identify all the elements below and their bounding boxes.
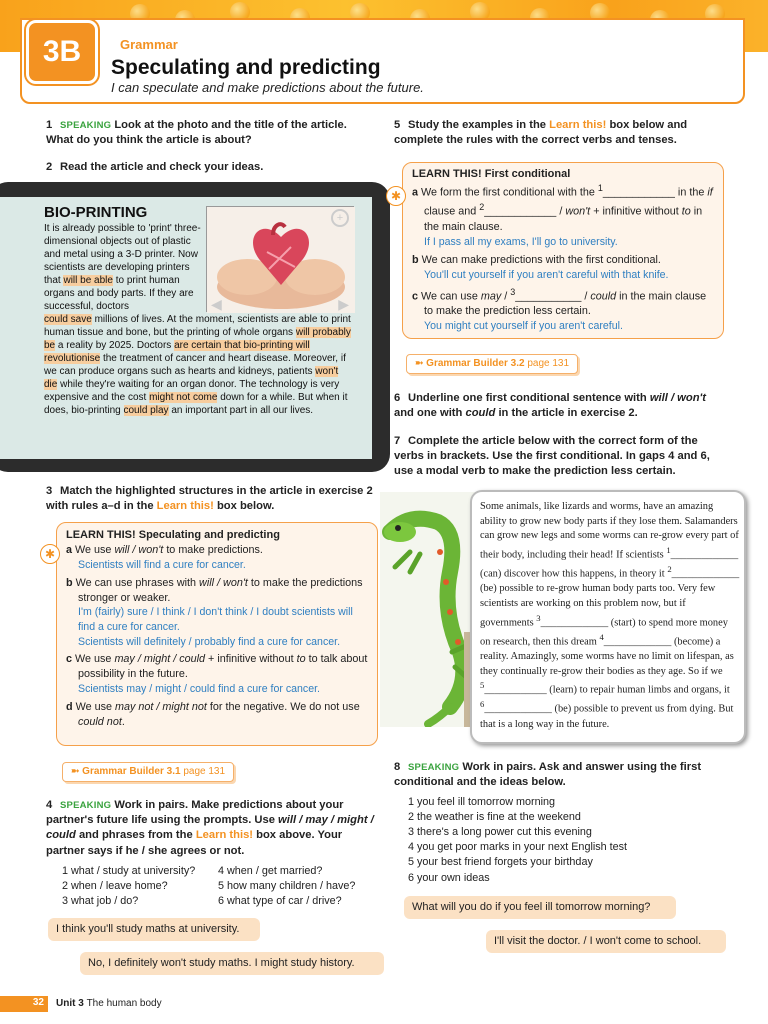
article-title: BIO-PRINTING xyxy=(44,204,148,221)
gecko-image xyxy=(380,492,480,727)
list-item: 4 when / get married? xyxy=(218,865,323,877)
page-number: 32 xyxy=(0,996,48,1012)
unit-badge: 3B xyxy=(26,20,98,84)
list-item: 5 how many children / have? xyxy=(218,880,356,893)
exercise-4-prompts xyxy=(62,864,382,909)
section-label: Grammar xyxy=(120,37,178,52)
list-item: 1 you feel ill tomorrow morning xyxy=(408,796,556,808)
list-item: 2 when / leave home? xyxy=(62,880,168,893)
list-item: 3 what job / do? xyxy=(62,895,139,908)
learn-this-content-1: LEARN THIS! Speculating and predicting a We use will / won't to make predictions. Scientists will find a cure for cancer. b We can use phrases with will / won't to make the predictions stronger or weaker. I'm (fairly) sure / I think / I don't think / I doubt scientists will find a cure for cancer. Scientists will definitely / probably find a cure for cancer. c We use may / might / could + infinitive without to to talk about possibility in the future. Scientists may / might / could find a cure for cancer. d We use may not / might not for the negative. We do not use could not. xyxy=(66,529,368,728)
arrow-left-icon[interactable]: ◀ xyxy=(211,296,222,312)
gap-3[interactable]: _____________ xyxy=(540,617,609,629)
gap-5[interactable]: ____________ xyxy=(484,684,547,696)
highlight: could play xyxy=(123,405,169,416)
highlight: could save xyxy=(44,314,92,325)
page-subtitle: I can speculate and make predictions about the future. xyxy=(111,80,424,95)
exercise-2: 2 Read the article and check your ideas. xyxy=(46,161,264,173)
speech-bubble: I'll visit the doctor. / I won't come to school. xyxy=(486,930,726,953)
gap-2[interactable]: _____________ xyxy=(671,568,740,580)
list-item: 6 what type of car / drive? xyxy=(218,895,342,908)
gap-6[interactable]: _____________ xyxy=(484,703,552,715)
grammar-builder-link-3-2[interactable]: ➼ Grammar Builder 3.2 page 131 xyxy=(406,354,578,374)
list-item: 3 there's a long power cut this evening xyxy=(408,826,592,839)
zoom-icon[interactable]: + xyxy=(331,209,349,227)
exercise-7: 7 Complete the article below with the correct form of the verbs in brackets. Use the first conditional. In gaps 4 and 6, use a modal verb to make the prediction less certain. xyxy=(394,435,710,478)
exercise-1: 1 SPEAKING Look at the photo and the title of the article. What do you think the article is about? xyxy=(46,119,347,147)
gap-1[interactable]: _____________ xyxy=(670,549,739,561)
exercise-4: 4 SPEAKING Work in pairs. Make predictions about your partner's future life using the prompts. Use will / may / might / could and phrases from the Learn this! box above. Your partner says if he / she agrees or not. xyxy=(46,799,374,857)
highlight: will be able xyxy=(63,275,113,286)
exercise-5: 5 Study the examples in the Learn this! box below and complete the rules with the correct verbs and tenses. xyxy=(394,119,688,147)
exercise-8-items xyxy=(408,795,728,886)
footer-unit: Unit 3 The human body xyxy=(56,998,162,1009)
highlight: will probably be xyxy=(44,327,351,351)
page-title: Speculating and predicting xyxy=(111,56,381,79)
arrow-right-icon[interactable]: ▶ xyxy=(338,296,349,312)
exercise-6: 6 Underline one first conditional sentence with will / won't and one with could in the article in exercise 2. xyxy=(394,392,706,420)
exercise-8: 8 SPEAKING Work in pairs. Ask and answer using the first conditional and the ideas below. xyxy=(394,761,702,789)
speech-bubble: I think you'll study maths at university. xyxy=(48,918,260,941)
speech-bubble: No, I definitely won't study maths. I might study history. xyxy=(80,952,384,975)
learn-this-content-2: LEARN THIS! First conditional a We form the first conditional with the $^1$____________ in the if clause and $^2$____________ / won't + infinitive without to in the main clause. If I pass all my exams, I'll go to university. b We can make predictions with the first conditional. You'll cut yourself if you aren't careful with that knife. c We can use may / $^3$___________ / could in the main clause to make the prediction less certain. You might cut yourself if you aren't careful. xyxy=(412,168,713,333)
list-item: 2 the weather is fine at the weekend xyxy=(408,811,581,824)
exercise-3: 3 Match the highlighted structures in the article in exercise 2 with rules a–d in the Learn this! box below. xyxy=(46,485,373,513)
lightbulb-icon: ✱ xyxy=(40,544,60,564)
grammar-builder-link-3-1[interactable]: ➼ Grammar Builder 3.1 page 131 xyxy=(62,762,234,782)
gecko-article-text: Some animals, like lizards and worms, have an amazing ability to grow new body parts if they lose them. Salamanders can grow new legs and some worms can re-grow every part of their body, including their head! If scientists $^1$_____________ (can) discover how this happens, in theory it $^2$_____________ (be) possible to re-grow human body parts too. Very few scientists are working on this problem now, but if governments $^3$_____________ (start) to spend more money on research, then this dream $^4$_____________ (become) a reality. Amazingly, some worms have no limit on lifespan, as they continually re-grow their bodies as they age. So if we $^5$____________ (learn) to repair human limbs and organs, it $^6$_____________ (be) possible to prevent us from dying. But that is a long way in the future. xyxy=(480,501,740,730)
gap-4[interactable]: _____________ xyxy=(603,636,672,648)
double-arrow-icon: ➼ xyxy=(415,358,424,369)
list-item: 6 your own ideas xyxy=(408,871,490,884)
list-item: 1 what / study at university? xyxy=(62,865,196,877)
speech-bubble: What will you do if you feel ill tomorrow morning? xyxy=(404,896,676,919)
list-item: 4 you get poor marks in your next English test xyxy=(408,841,628,854)
list-item: 5 your best friend forgets your birthday xyxy=(408,856,593,869)
highlight: are certain that bio-printing will revolutionise xyxy=(44,340,310,364)
highlight: might not come xyxy=(149,392,218,403)
article-body: It is already possible to 'print' three-dimensional objects out of plastic and metal using a 3-D printer. Now scientists are developing printers that will be able to print human organs and body parts. If they are successful, doctors could save millions of lives. At the moment, scientists are able to print human tissue and bone, but the printing of whole organs will probably be a reality by 2025. Doctors are certain that bio-printing will revolutionise the treatment of cancer and heart disease. Moreover, if we can produce organs such as hearts and kidneys, patients won't die while they're waiting for an organ donor. The technology is very expensive and the cost might not come down for a while. But when it does, bio-printing could play an important part in all our lives. xyxy=(44,223,351,416)
highlight: won't die xyxy=(44,366,339,390)
double-arrow-icon: ➼ xyxy=(71,766,80,777)
lightbulb-icon: ✱ xyxy=(386,186,406,206)
